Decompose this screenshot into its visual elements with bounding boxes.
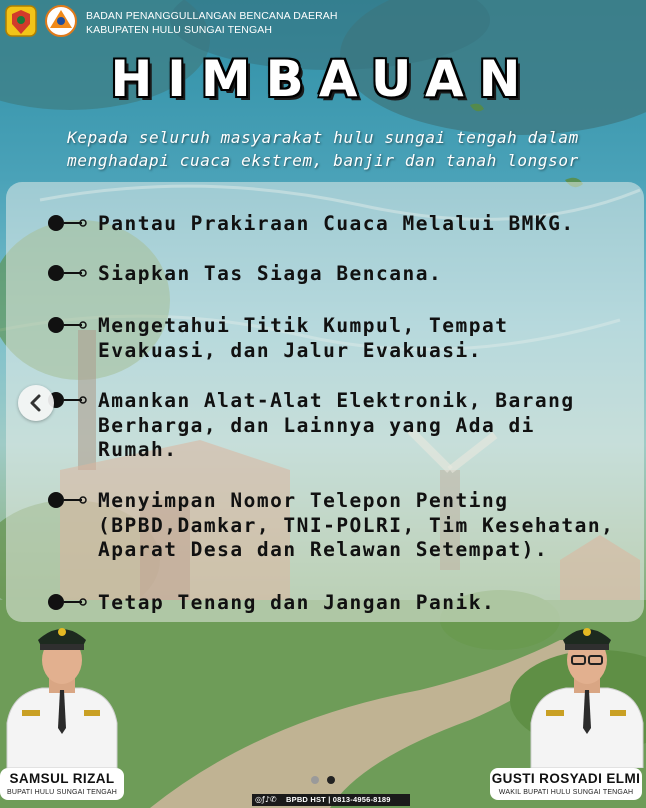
regency-logo	[4, 4, 38, 38]
subtitle-line1: Kepada seluruh masyarakat hulu sungai tengah dalam	[67, 128, 579, 147]
official-right-role: WAKIL BUPATI HULU SUNGAI TENGAH	[498, 789, 634, 796]
instagram-icon: ◎	[255, 795, 262, 804]
carousel-dot-2[interactable]	[327, 776, 335, 784]
header	[0, 0, 646, 44]
social-icons	[255, 795, 277, 804]
item-text: Amankan Alat-Alat Elektronik, Barang Berharga, dan Lainnya yang Ada di Rumah.	[98, 389, 575, 461]
item-text: Menyimpan Nomor Telepon Penting (BPBD,Damkar, TNI-POLRI, Tim Kesehatan, Aparat Desa dan Relawan Setempat).	[98, 489, 615, 561]
item-text: Mengetahui Titik Kumpul, Tempat Evakuasi, dan Jalur Evakuasi.	[98, 314, 509, 362]
official-right-name: GUSTI ROSYADI ELMI	[491, 771, 641, 786]
page-title: HIMBAUAN	[110, 50, 536, 108]
official-left-role: BUPATI HULU SUNGAI TENGAH	[6, 789, 118, 796]
item-text: Siapkan Tas Siaga Bencana.	[98, 262, 443, 285]
official-photo-right	[528, 618, 646, 768]
bullet-icon	[46, 592, 92, 612]
bpbd-logo	[44, 4, 78, 38]
facebook-icon: ƒ	[261, 795, 265, 804]
footer-contact: BPBD HST | 0813-4956-8189	[286, 795, 391, 804]
carousel-dots	[311, 776, 339, 786]
subtitle-line2: menghadapi cuaca ekstrem, banjir dan tanah longsor	[67, 151, 579, 170]
official-photo-left	[2, 618, 122, 768]
carousel-dot-1[interactable]	[311, 776, 319, 784]
org-name-line2: KABUPATEN HULU SUNGAI TENGAH	[86, 24, 273, 36]
bullet-icon	[46, 213, 92, 233]
whatsapp-icon: ✆	[269, 795, 277, 804]
carousel-prev-button[interactable]	[18, 385, 54, 421]
official-right-nameplate	[490, 768, 642, 800]
item-text: Tetap Tenang dan Jangan Panik.	[98, 591, 496, 614]
official-left-nameplate	[0, 768, 124, 800]
bullet-icon	[46, 315, 92, 335]
item-text: Pantau Prakiraan Cuaca Melalui BMKG.	[98, 212, 575, 235]
tiktok-icon: ♪	[264, 795, 270, 804]
bullet-icon	[46, 490, 92, 510]
chevron-left-icon	[18, 385, 54, 421]
bullet-icon	[46, 263, 92, 283]
org-name-line1: BADAN PENANGGULLANGAN BENCANA DAERAH	[86, 10, 338, 22]
official-left-name: SAMSUL RIZAL	[9, 771, 115, 786]
